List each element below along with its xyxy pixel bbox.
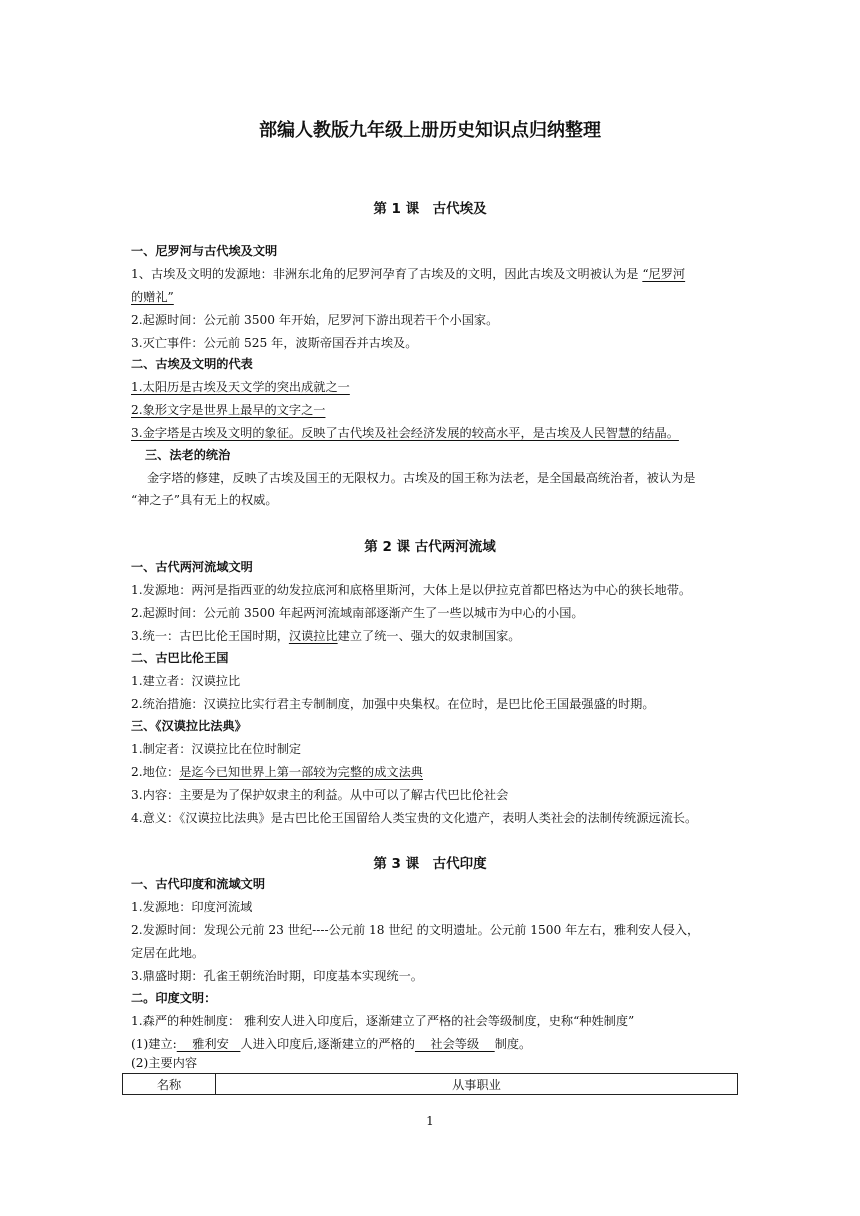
underlined-text: 的赠礼”	[131, 290, 174, 304]
underlined-text: 是迄今已知世界上第一部较为完整的成文法典	[179, 765, 423, 779]
paragraph: 4.意义：《汉谟拉比法典》是古巴比伦王国留给人类宝贵的文化遗产，表明人类社会的法制传统源远流长。	[131, 811, 698, 825]
paragraph: 2.发源时间：发现公元前 23 世纪----公元前 18 世纪 的文明遗址。公元前 1500 年左右，雅利安人侵入，	[131, 923, 700, 937]
paragraph: (2)主要内容	[131, 1056, 198, 1070]
paragraph-continued: 定居在此地。	[131, 946, 205, 960]
text: 1、古埃及文明的发源地：非洲东北角的尼罗河孕育了古埃及的文明，因此古埃及文明被认为是	[131, 267, 643, 281]
section-heading: 一、古代两河流域文明	[131, 560, 253, 574]
paragraph: 1.发源地：印度河流域	[131, 900, 253, 914]
paragraph	[131, 628, 741, 645]
paragraph	[131, 764, 741, 781]
underlined-text: 汉谟拉比	[288, 629, 338, 643]
underlined-text: 雅利安	[176, 1037, 241, 1051]
paragraph: 1.制定者：汉谟拉比在位时制定	[131, 742, 302, 756]
section-heading: 一、尼罗河与古代埃及文明	[131, 244, 278, 258]
section-heading: 一、古代印度和流域文明	[131, 877, 266, 891]
table-header-cell: 从事职业	[216, 1074, 738, 1095]
paragraph: 金字塔的修建，反映了古埃及国王的无限权力。古埃及的国王称为法老，是全国最高统治者，被认为是	[147, 471, 696, 485]
paragraph	[131, 379, 741, 396]
text: 3.统一：古巴比伦王国时期，	[131, 629, 289, 643]
underlined-text: 2.象形文字是世界上最早的文字之一	[131, 403, 326, 417]
underlined-text: 3.金字塔是古埃及文明的象征。反映了古代埃及社会经济发展的较高水平，是古埃及人民智慧的结晶。	[131, 426, 679, 440]
text: 制度。	[494, 1037, 532, 1051]
section-heading: 二。印度文明：	[131, 991, 217, 1005]
text: 2.地位：	[131, 765, 180, 779]
section-heading: 二、古埃及文明的代表	[131, 357, 253, 371]
paragraph-continued	[131, 289, 741, 306]
paragraph: 1.发源地：两河是指西亚的幼发拉底河和底格里斯河，大体上是以伊拉克首都巴格达为中心的狭长地带。	[131, 583, 692, 597]
underlined-text: 社会等级	[414, 1037, 495, 1051]
paragraph	[131, 425, 741, 442]
page-number: 1	[426, 1114, 434, 1128]
paragraph: 2.起源时间：公元前 3500 年开始，尼罗河下游出现若干个小国家。	[131, 313, 499, 327]
paragraph-continued: “神之子”具有无上的权威。	[131, 493, 278, 507]
paragraph	[131, 266, 741, 283]
section-heading: 三、法老的统治	[145, 448, 231, 462]
paragraph: 2.起源时间：公元前 3500 年起两河流域南部逐渐产生了一些以城市为中心的小国。	[131, 606, 584, 620]
section-heading: 三、《汉谟拉比法典》	[131, 719, 247, 733]
lesson-3-heading: 第 3 课 古代印度	[373, 856, 487, 872]
paragraph: 1.森严的种姓制度： 雅利安人进入印度后，逐渐建立了严格的社会等级制度，史称“种姓制度”	[131, 1014, 635, 1028]
lesson-1-heading: 第 1 课 古代埃及	[373, 201, 487, 217]
document-title: 部编人教版九年级上册历史知识点归纳整理	[259, 120, 601, 141]
paragraph: 3.灭亡事件：公元前 525 年，波斯帝国吞并古埃及。	[131, 336, 418, 350]
text: (1)建立:	[131, 1037, 177, 1051]
text: 人进入印度后,逐渐建立的严格的	[240, 1037, 415, 1051]
paragraph: 3.内容：主要是为了保护奴隶主的利益。从中可以了解古代巴比伦社会	[131, 788, 509, 802]
underlined-text: 1.太阳历是古埃及天文学的突出成就之一	[131, 380, 350, 394]
paragraph	[131, 402, 741, 419]
paragraph: 2.统治措施：汉谟拉比实行君主专制制度，加强中央集权。在位时，是巴比伦王国最强盛的时期。	[131, 697, 655, 711]
underlined-text: “尼罗河	[642, 267, 686, 281]
table-header-cell: 名称	[123, 1074, 216, 1095]
paragraph: 1.建立者：汉谟拉比	[131, 674, 241, 688]
section-heading: 二、古巴比伦王国	[131, 651, 229, 665]
paragraph	[131, 1036, 741, 1053]
table-header-row	[123, 1074, 738, 1095]
text: 建立了统一、强大的奴隶制国家。	[337, 629, 521, 643]
caste-table	[122, 1073, 738, 1095]
lesson-2-heading: 第 2 课 古代两河流域	[364, 539, 496, 555]
paragraph: 3.鼎盛时期：孔雀王朝统治时期，印度基本实现统一。	[131, 969, 423, 983]
